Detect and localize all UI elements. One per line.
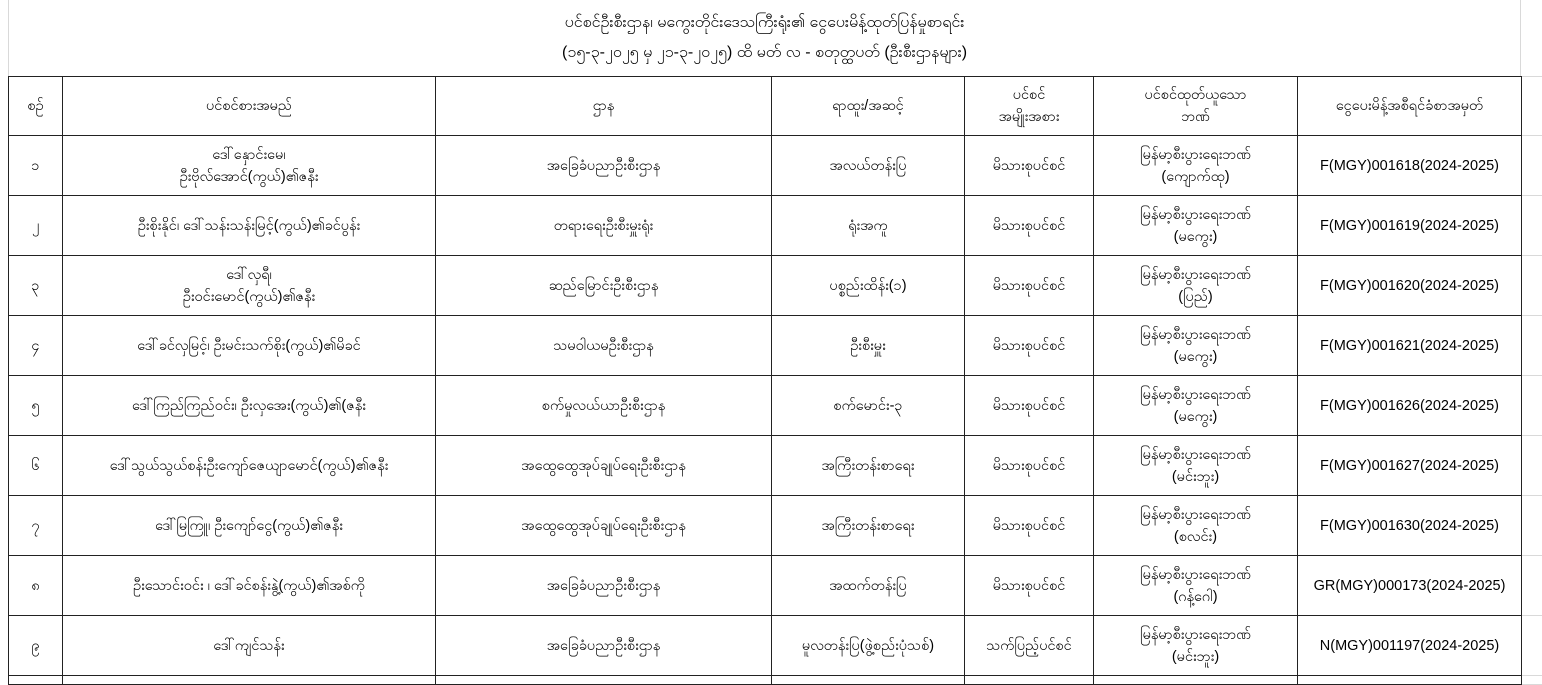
bank-branch: (ကျောက်ထု) xyxy=(1161,168,1230,185)
position-rank-cell[interactable] xyxy=(772,496,965,556)
department-cell[interactable] xyxy=(436,256,772,316)
department-cell[interactable] xyxy=(436,376,772,436)
bank-name: မြန်မာ့စီးပွားရေးဘဏ် xyxy=(1140,566,1251,583)
pensioner-name-text: ဒေါ်မြကြူ၊ ဦးကျော်ငွေ(ကွယ်)၏ဇနီး xyxy=(155,517,343,534)
pensioner-name-cell[interactable] xyxy=(63,256,436,316)
header-serial-no-label: စဉ် xyxy=(27,98,44,114)
header-pension-type[interactable] xyxy=(965,77,1094,136)
pensioner-name-text: ဒေါ်သွယ်သွယ်စန်းဦးကျော်ဇေယျာမောင်(ကွယ်)၏ဇနီး xyxy=(109,457,389,474)
position-rank-cell[interactable] xyxy=(772,616,965,676)
position-rank-cell[interactable] xyxy=(772,436,965,496)
table-cell[interactable] xyxy=(1298,676,1522,685)
pensioner-name-cell[interactable] xyxy=(63,316,436,376)
pension-type-cell[interactable] xyxy=(965,436,1094,496)
bank-name: မြန်မာ့စီးပွားရေးဘဏ် xyxy=(1140,446,1251,463)
bank-name: မြန်မာ့စီးပွားရေးဘဏ် xyxy=(1140,386,1251,403)
pension-type-cell[interactable] xyxy=(965,196,1094,256)
department-text: အခြေခံပညာဦးစီးဌာန xyxy=(546,157,661,174)
bank-cell[interactable] xyxy=(1094,376,1298,436)
department-text: အထွေထွေအုပ်ချုပ်ရေးဦးစီးဌာန xyxy=(521,457,686,474)
pensioner-name-text: ဒေါ်ခင်လှမြင့်၊ ဦးမင်းသက်စိုး(ကွယ်)၏မိခင် xyxy=(137,337,361,354)
empty-sheet-cell[interactable] xyxy=(1522,556,1542,616)
header-position-rank-label: ရာထူး/အဆင့် xyxy=(832,98,904,114)
table-row xyxy=(9,376,1542,436)
header-bank[interactable] xyxy=(1094,77,1298,136)
bank-cell[interactable] xyxy=(1094,256,1298,316)
payment-order-no-text: F(MGY)001621(2024-2025) xyxy=(1320,337,1499,354)
serial-no-cell[interactable] xyxy=(9,616,63,676)
pension-type-cell[interactable] xyxy=(965,376,1094,436)
payment-order-no-text: F(MGY)001620(2024-2025) xyxy=(1320,277,1499,294)
position-rank-cell[interactable] xyxy=(772,256,965,316)
position-rank-cell[interactable] xyxy=(772,556,965,616)
table-cell[interactable] xyxy=(772,676,965,685)
payment-order-no-text: F(MGY)001626(2024-2025) xyxy=(1320,397,1499,414)
header-department-label: ဌာန xyxy=(592,98,615,114)
department-cell[interactable] xyxy=(436,616,772,676)
bank-name: မြန်မာ့စီးပွားရေးဘဏ် xyxy=(1140,626,1251,643)
position-rank-cell[interactable] xyxy=(772,136,965,196)
empty-sheet-cell[interactable] xyxy=(1522,616,1542,676)
table-row xyxy=(9,496,1542,556)
table-row xyxy=(9,256,1542,316)
header-serial-no[interactable] xyxy=(9,77,63,136)
position-rank-text: မူလတန်းပြ(ဖွဲ့စည်းပုံသစ်) xyxy=(801,637,935,654)
bank-branch: (မကွေး) xyxy=(1173,408,1218,425)
pension-type-text: မိသားစုပင်စင် xyxy=(992,157,1066,174)
serial-no-cell[interactable] xyxy=(9,376,63,436)
bank-branch: (မကွေး) xyxy=(1173,348,1218,365)
position-rank-text: စက်မောင်း-၃ xyxy=(833,397,903,414)
empty-sheet-cell[interactable] xyxy=(1522,676,1542,685)
serial-no-cell[interactable] xyxy=(9,196,63,256)
serial-no-text: ၈ xyxy=(31,577,40,594)
table-cell[interactable] xyxy=(63,676,436,685)
serial-no-cell[interactable] xyxy=(9,436,63,496)
pension-type-cell[interactable] xyxy=(965,136,1094,196)
department-text: သမဝါယမဦးစီးဌာန xyxy=(553,337,654,354)
serial-no-text: ၅ xyxy=(31,397,40,414)
pensioner-name-cell[interactable] xyxy=(63,136,436,196)
header-position-rank[interactable] xyxy=(772,77,965,136)
pensioner-name-text: ဒေါ်လှရီ၊ ဦးဝင်းမောင်(ကွယ်)၏ဇနီး xyxy=(182,266,316,305)
table-cell[interactable] xyxy=(965,676,1094,685)
table-row xyxy=(9,136,1542,196)
pension-type-text: မိသားစုပင်စင် xyxy=(992,217,1066,234)
department-cell[interactable] xyxy=(436,136,772,196)
bank-branch: (မင်းဘူး) xyxy=(1171,468,1220,485)
position-rank-text: ဦးစီးမှူး xyxy=(850,337,886,354)
serial-no-cell[interactable] xyxy=(9,496,63,556)
table-body xyxy=(9,136,1542,685)
bank-name: မြန်မာ့စီးပွားရေးဘဏ် xyxy=(1140,326,1251,343)
pensioner-name-cell[interactable] xyxy=(63,376,436,436)
department-cell[interactable] xyxy=(436,196,772,256)
bank-name: မြန်မာ့စီးပွားရေးဘဏ် xyxy=(1140,506,1251,523)
table-row xyxy=(9,316,1542,376)
pension-type-text: သက်ပြည့်ပင်စင် xyxy=(986,637,1072,654)
pensioner-name-cell[interactable] xyxy=(63,196,436,256)
serial-no-text: ၃ xyxy=(31,277,40,294)
pension-type-text: မိသားစုပင်စင် xyxy=(992,457,1066,474)
payment-order-no-text: N(MGY)001197(2024-2025) xyxy=(1319,637,1500,654)
position-rank-text: အလယ်တန်းပြ xyxy=(829,157,907,174)
table-cell[interactable] xyxy=(1094,676,1298,685)
bank-cell[interactable] xyxy=(1094,556,1298,616)
payment-order-no-cell[interactable] xyxy=(1298,616,1522,676)
department-text: စက်မှုလယ်ယာဦးစီးဌာန xyxy=(541,397,666,414)
table-cell[interactable] xyxy=(9,676,63,685)
pensioner-name-cell[interactable] xyxy=(63,436,436,496)
report-title: ပင်စင်ဦးစီးဌာန၊ မကွေးတိုင်းဒေသကြီးရုံး၏ ငွေပေးမိန့်ထုတ်ပြန်မှုစာရင်း xyxy=(564,14,965,31)
empty-sheet-cell[interactable] xyxy=(1522,316,1542,376)
position-rank-text: အကြီးတန်းစာရေး xyxy=(821,457,915,474)
payment-order-no-cell[interactable] xyxy=(1298,376,1522,436)
pensioner-name-text: ဒေါ်နှောင်းမေ၊ ဦးဗိုလ်အောင်(ကွယ်)၏ဇနီး xyxy=(179,146,319,185)
department-text: အခြေခံပညာဦးစီးဌာန xyxy=(546,637,661,654)
department-text: တရားရေးဦးစီးမှူးရုံး xyxy=(553,217,654,234)
empty-sheet-cell[interactable] xyxy=(1522,136,1542,196)
bank-cell[interactable] xyxy=(1094,436,1298,496)
payment-order-no-text: F(MGY)001619(2024-2025) xyxy=(1320,217,1499,234)
header-row xyxy=(9,77,1542,136)
table-cell[interactable] xyxy=(436,676,772,685)
serial-no-cell[interactable] xyxy=(9,256,63,316)
pensioner-name-text: ဦးစိုးနိုင်၊ ဒေါ်သန်းသန်းမြင့်(ကွယ်)၏ခင်ပွန်း xyxy=(137,217,361,234)
table-row xyxy=(9,196,1542,256)
pension-type-cell[interactable] xyxy=(965,556,1094,616)
table-row xyxy=(9,556,1542,616)
table-row-partial xyxy=(9,676,1542,685)
pension-type-text: မိသားစုပင်စင် xyxy=(992,277,1066,294)
header-department[interactable] xyxy=(436,77,772,136)
department-cell[interactable] xyxy=(436,316,772,376)
bank-branch: (ပြည်) xyxy=(1178,288,1213,305)
payment-order-no-cell[interactable] xyxy=(1298,496,1522,556)
payment-order-no-text: F(MGY)001627(2024-2025) xyxy=(1320,457,1499,474)
bank-name: မြန်မာ့စီးပွားရေးဘဏ် xyxy=(1140,206,1251,223)
pension-type-cell[interactable] xyxy=(965,616,1094,676)
pension-payment-table xyxy=(8,76,1542,685)
pension-type-text: မိသားစုပင်စင် xyxy=(992,337,1066,354)
report-title-cell[interactable] xyxy=(8,0,1521,76)
empty-sheet-cell[interactable] xyxy=(1522,436,1542,496)
pensioner-name-cell[interactable] xyxy=(63,496,436,556)
header-pension-type-label: ပင်စင် အမျိုးအစား xyxy=(998,87,1060,125)
bank-branch: (ဂန့်ဂေါ) xyxy=(1173,588,1218,605)
header-bank-label: ပင်စင်ထုတ်ယူသော ဘဏ် xyxy=(1144,87,1247,125)
department-cell[interactable] xyxy=(436,496,772,556)
position-rank-cell[interactable] xyxy=(772,376,965,436)
payment-order-no-text: GR(MGY)000173(2024-2025) xyxy=(1313,577,1506,594)
serial-no-text: ၁ xyxy=(31,157,40,174)
serial-no-cell[interactable] xyxy=(9,316,63,376)
department-cell[interactable] xyxy=(436,436,772,496)
empty-sheet-cell[interactable] xyxy=(1522,256,1542,316)
bank-cell[interactable] xyxy=(1094,496,1298,556)
table-row xyxy=(9,436,1542,496)
position-rank-text: အထက်တန်းပြ xyxy=(829,577,907,594)
serial-no-cell[interactable] xyxy=(9,556,63,616)
bank-cell[interactable] xyxy=(1094,196,1298,256)
pension-type-text: မိသားစုပင်စင် xyxy=(992,397,1066,414)
pensioner-name-text: ဒေါ်ကျင်သန်း xyxy=(213,637,285,654)
pension-type-text: မိသားစုပင်စင် xyxy=(992,517,1066,534)
serial-no-text: ၄ xyxy=(31,337,40,354)
pensioner-name-cell[interactable] xyxy=(63,616,436,676)
header-pensioner-name-label: ပင်စင်စားအမည် xyxy=(206,98,292,114)
table-row xyxy=(9,616,1542,676)
payment-order-no-cell[interactable] xyxy=(1298,556,1522,616)
payment-order-no-text: F(MGY)001630(2024-2025) xyxy=(1320,517,1499,534)
payment-order-no-cell[interactable] xyxy=(1298,436,1522,496)
header-payment-order-no-label: ငွေပေးမိန့်အစီရင်ခံစာအမှတ် xyxy=(1335,98,1484,114)
department-cell[interactable] xyxy=(436,556,772,616)
pension-type-cell[interactable] xyxy=(965,496,1094,556)
serial-no-text: ၆ xyxy=(31,457,40,474)
department-text: အခြေခံပညာဦးစီးဌာန xyxy=(546,577,661,594)
department-text: ဆည်မြောင်းဦးစီးဌာန xyxy=(548,277,659,294)
serial-no-text: ၇ xyxy=(31,517,40,534)
position-rank-text: ပစ္စည်းထိန်း(၁) xyxy=(829,277,907,294)
position-rank-cell[interactable] xyxy=(772,196,965,256)
pension-type-text: မိသားစုပင်စင် xyxy=(992,577,1066,594)
header-pensioner-name[interactable] xyxy=(63,77,436,136)
position-rank-text: ရုံးအကူ xyxy=(848,217,888,234)
empty-sheet-cell[interactable] xyxy=(1522,77,1542,136)
bank-cell[interactable] xyxy=(1094,616,1298,676)
empty-sheet-cell[interactable] xyxy=(1522,376,1542,436)
position-rank-cell[interactable] xyxy=(772,316,965,376)
serial-no-text: ၂ xyxy=(31,217,40,234)
empty-sheet-cell[interactable] xyxy=(1522,496,1542,556)
bank-cell[interactable] xyxy=(1094,136,1298,196)
payment-order-no-text: F(MGY)001618(2024-2025) xyxy=(1320,157,1499,174)
bank-name: မြန်မာ့စီးပွားရေးဘဏ် xyxy=(1140,146,1251,163)
position-rank-text: အကြီးတန်းစာရေး xyxy=(821,517,915,534)
pensioner-name-text: ဒေါ်ကြည်ကြည်ဝင်း၊ ဦးလှအေး(ကွယ်)၏(ဇနီး xyxy=(132,397,366,414)
pension-type-cell[interactable] xyxy=(965,316,1094,376)
pensioner-name-text: ဦးသောင်းဝင်း ၊ ဒေါ်ခင်စန်းနွဲ့(ကွယ်)၏အစ်ကို xyxy=(133,577,365,594)
department-text: အထွေထွေအုပ်ချုပ်ရေးဦးစီးဌာန xyxy=(521,517,686,534)
bank-branch: (စလင်း) xyxy=(1173,528,1218,545)
bank-name: မြန်မာ့စီးပွားရေးဘဏ် xyxy=(1140,266,1251,283)
bank-cell[interactable] xyxy=(1094,316,1298,376)
pension-type-cell[interactable] xyxy=(965,256,1094,316)
bank-branch: (မကွေး) xyxy=(1173,228,1218,245)
header-payment-order-no[interactable] xyxy=(1298,77,1522,136)
serial-no-cell[interactable] xyxy=(9,136,63,196)
payment-order-no-cell[interactable] xyxy=(1298,136,1522,196)
pensioner-name-cell[interactable] xyxy=(63,556,436,616)
payment-order-no-cell[interactable] xyxy=(1298,196,1522,256)
payment-order-no-cell[interactable] xyxy=(1298,256,1522,316)
empty-sheet-cell[interactable] xyxy=(1522,196,1542,256)
report-subtitle: (၁၅-၃-၂၀၂၅ မှ ၂၁-၃-၂၀၂၅) ထိ မတ် လ - စတုတ္ထပတ် (ဦးစီးဌာနများ) xyxy=(561,44,968,61)
bank-branch: (မင်းဘူး) xyxy=(1171,648,1220,665)
payment-order-no-cell[interactable] xyxy=(1298,316,1522,376)
serial-no-text: ၉ xyxy=(31,637,40,654)
